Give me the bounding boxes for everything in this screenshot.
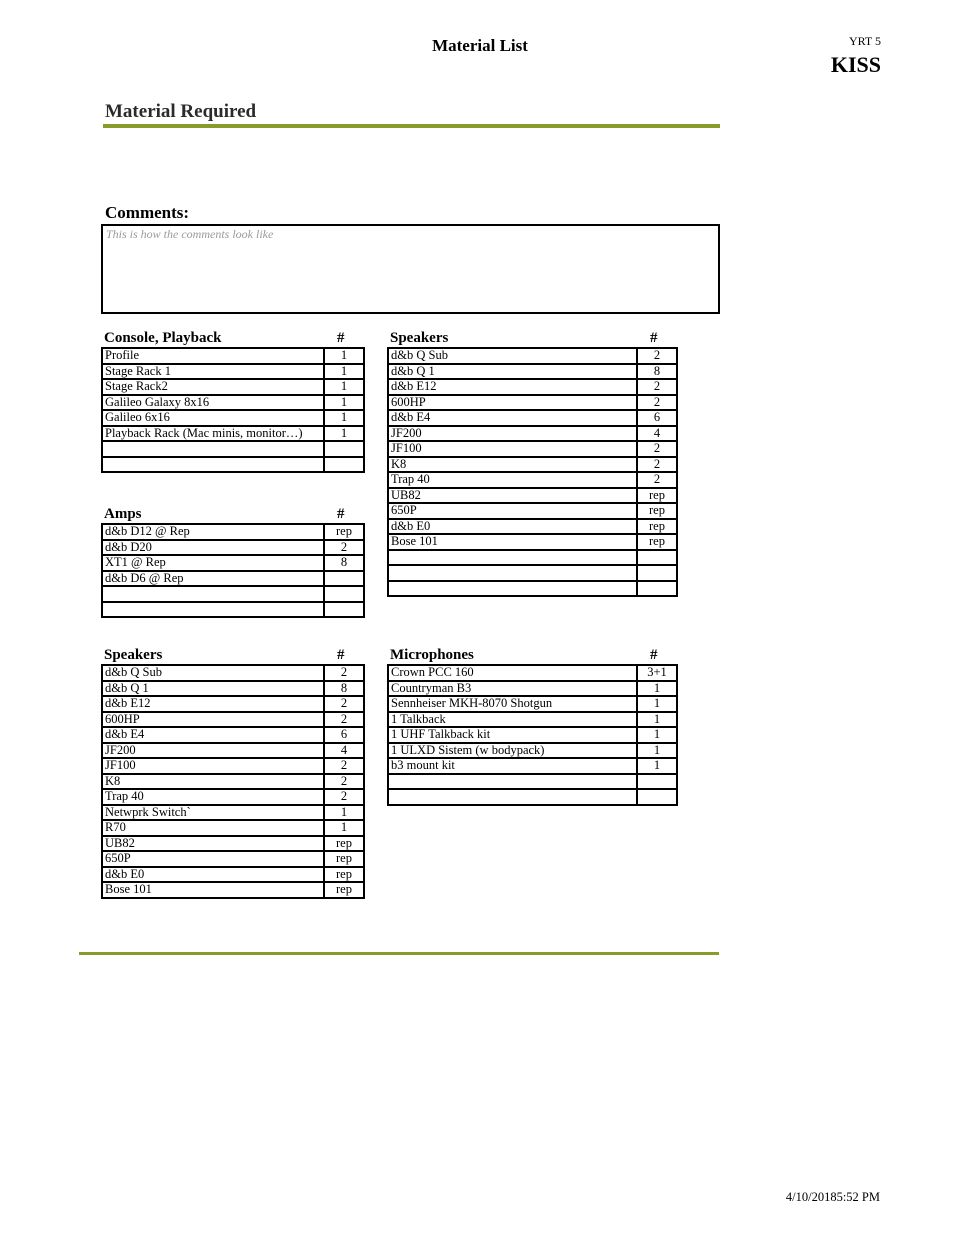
item-cell: Stage Rack2 bbox=[102, 379, 324, 395]
speakers-right-table bbox=[387, 330, 678, 597]
qty-cell: 1 bbox=[324, 820, 364, 836]
table-row bbox=[102, 789, 364, 805]
table-row bbox=[102, 602, 364, 618]
qty-cell: 1 bbox=[637, 743, 677, 759]
item-cell: 1 UHF Talkback kit bbox=[388, 727, 637, 743]
comments-label: Comments: bbox=[105, 203, 190, 222]
table-title: Microphones bbox=[390, 647, 474, 663]
table-row bbox=[102, 364, 364, 380]
qty-cell: 1 bbox=[637, 681, 677, 697]
item-cell: K8 bbox=[102, 774, 324, 790]
qty-cell: 2 bbox=[324, 696, 364, 712]
table-row bbox=[388, 581, 677, 597]
table-row bbox=[388, 441, 677, 457]
table-row bbox=[102, 348, 364, 364]
item-cell: d&b E12 bbox=[388, 379, 637, 395]
table-row bbox=[388, 519, 677, 535]
item-cell: d&b Q 1 bbox=[102, 681, 324, 697]
item-cell: 1 Talkback bbox=[388, 712, 637, 728]
footer-divider bbox=[79, 952, 719, 955]
show-name: KISS bbox=[830, 52, 881, 77]
item-cell bbox=[102, 457, 324, 473]
table-title: Speakers bbox=[104, 647, 163, 663]
qty-cell bbox=[324, 602, 364, 618]
table-row bbox=[102, 712, 364, 728]
table-row bbox=[102, 743, 364, 759]
table-row bbox=[388, 727, 677, 743]
item-cell: Countryman B3 bbox=[388, 681, 637, 697]
table-row bbox=[102, 696, 364, 712]
item-cell: d&b D6 @ Rep bbox=[102, 571, 324, 587]
comments-box[interactable] bbox=[101, 224, 720, 314]
item-cell: 650P bbox=[102, 851, 324, 867]
item-cell: Galileo Galaxy 8x16 bbox=[102, 395, 324, 411]
section-divider bbox=[103, 124, 720, 128]
item-cell: d&b Q Sub bbox=[388, 348, 637, 364]
qty-cell bbox=[637, 550, 677, 566]
table-row bbox=[102, 882, 364, 898]
qty-cell: 2 bbox=[324, 789, 364, 805]
table-row bbox=[388, 774, 677, 790]
qty-cell: 1 bbox=[637, 712, 677, 728]
qty-cell: 2 bbox=[637, 379, 677, 395]
qty-cell: rep bbox=[637, 503, 677, 519]
table-title: Amps bbox=[104, 506, 142, 522]
qty-cell bbox=[324, 441, 364, 457]
table-row bbox=[388, 550, 677, 566]
item-cell: Netwprk Switch` bbox=[102, 805, 324, 821]
table-row bbox=[102, 805, 364, 821]
item-cell: Bose 101 bbox=[388, 534, 637, 550]
qty-header: # bbox=[650, 330, 658, 346]
amps-table bbox=[101, 506, 365, 618]
qty-cell: rep bbox=[324, 867, 364, 883]
item-cell: Bose 101 bbox=[102, 882, 324, 898]
item-cell: JF100 bbox=[388, 441, 637, 457]
qty-cell: 1 bbox=[324, 395, 364, 411]
table-row bbox=[102, 395, 364, 411]
table-row bbox=[388, 410, 677, 426]
qty-cell bbox=[637, 565, 677, 581]
table-row bbox=[388, 681, 677, 697]
table-row bbox=[102, 410, 364, 426]
item-cell bbox=[388, 550, 637, 566]
item-cell: Playback Rack (Mac minis, monitor…) bbox=[102, 426, 324, 442]
qty-cell bbox=[324, 457, 364, 473]
item-cell bbox=[102, 441, 324, 457]
item-cell: UB82 bbox=[388, 488, 637, 504]
item-cell: XT1 @ Rep bbox=[102, 555, 324, 571]
qty-cell: rep bbox=[637, 488, 677, 504]
item-cell: d&b E0 bbox=[388, 519, 637, 535]
table-row bbox=[102, 524, 364, 540]
qty-cell: 1 bbox=[324, 348, 364, 364]
qty-cell: 2 bbox=[324, 540, 364, 556]
qty-cell: 2 bbox=[637, 348, 677, 364]
item-cell: Crown PCC 160 bbox=[388, 665, 637, 681]
comments-text: This is how the comments look like bbox=[106, 227, 274, 241]
table-row bbox=[388, 696, 677, 712]
table-row bbox=[388, 665, 677, 681]
table-row bbox=[102, 758, 364, 774]
table-row bbox=[102, 555, 364, 571]
item-cell bbox=[388, 581, 637, 597]
table-row bbox=[388, 789, 677, 805]
qty-cell: 1 bbox=[324, 805, 364, 821]
qty-cell: 6 bbox=[324, 727, 364, 743]
qty-cell: 4 bbox=[637, 426, 677, 442]
item-cell: Profile bbox=[102, 348, 324, 364]
item-cell: Trap 40 bbox=[388, 472, 637, 488]
qty-cell: 1 bbox=[324, 410, 364, 426]
table-row bbox=[102, 426, 364, 442]
item-cell: d&b E4 bbox=[102, 727, 324, 743]
item-cell: d&b D20 bbox=[102, 540, 324, 556]
table-row bbox=[388, 426, 677, 442]
item-cell: Sennheiser MKH-8070 Shotgun bbox=[388, 696, 637, 712]
qty-cell: 8 bbox=[637, 364, 677, 380]
item-cell: Stage Rack 1 bbox=[102, 364, 324, 380]
qty-cell: rep bbox=[637, 534, 677, 550]
table-row bbox=[388, 565, 677, 581]
footer-datetime: 4/10/20185:52 PM bbox=[785, 1190, 880, 1204]
table-row bbox=[102, 820, 364, 836]
item-cell bbox=[102, 602, 324, 618]
document-title: Material List bbox=[432, 36, 528, 55]
item-cell: JF200 bbox=[102, 743, 324, 759]
qty-cell: 1 bbox=[637, 696, 677, 712]
item-cell bbox=[388, 789, 637, 805]
qty-cell: 4 bbox=[324, 743, 364, 759]
qty-header: # bbox=[337, 647, 345, 663]
table-row bbox=[102, 665, 364, 681]
qty-cell: rep bbox=[324, 851, 364, 867]
table-row bbox=[102, 774, 364, 790]
item-cell: d&b E0 bbox=[102, 867, 324, 883]
show-code: YRT 5 bbox=[848, 34, 881, 48]
qty-cell: 2 bbox=[324, 712, 364, 728]
item-cell: R70 bbox=[102, 820, 324, 836]
qty-header: # bbox=[650, 647, 658, 663]
item-cell: UB82 bbox=[102, 836, 324, 852]
table-row bbox=[388, 364, 677, 380]
qty-cell: 2 bbox=[324, 758, 364, 774]
section-title: Material Required bbox=[105, 101, 257, 122]
item-cell: d&b Q Sub bbox=[102, 665, 324, 681]
table-row bbox=[388, 457, 677, 473]
table-row bbox=[388, 534, 677, 550]
item-cell: d&b E4 bbox=[388, 410, 637, 426]
table-title: Console, Playback bbox=[104, 330, 222, 346]
qty-cell: 1 bbox=[637, 727, 677, 743]
qty-cell: 1 bbox=[324, 364, 364, 380]
qty-cell: 1 bbox=[637, 758, 677, 774]
qty-header: # bbox=[337, 330, 345, 346]
table-row bbox=[388, 472, 677, 488]
item-cell: d&b D12 @ Rep bbox=[102, 524, 324, 540]
qty-cell: rep bbox=[637, 519, 677, 535]
console-playback-table bbox=[101, 330, 365, 473]
table-row bbox=[388, 488, 677, 504]
item-cell bbox=[102, 586, 324, 602]
qty-cell bbox=[637, 581, 677, 597]
qty-cell: 2 bbox=[637, 457, 677, 473]
qty-cell: 2 bbox=[637, 395, 677, 411]
qty-header: # bbox=[337, 506, 345, 522]
table-row bbox=[102, 571, 364, 587]
item-cell: 650P bbox=[388, 503, 637, 519]
table-row bbox=[102, 540, 364, 556]
qty-cell: 2 bbox=[637, 472, 677, 488]
qty-cell: rep bbox=[324, 836, 364, 852]
table-row bbox=[102, 457, 364, 473]
table-row bbox=[388, 348, 677, 364]
qty-cell: rep bbox=[324, 882, 364, 898]
qty-cell bbox=[324, 586, 364, 602]
item-cell bbox=[388, 565, 637, 581]
item-cell: b3 mount kit bbox=[388, 758, 637, 774]
table-row bbox=[102, 379, 364, 395]
table-row bbox=[388, 395, 677, 411]
item-cell: JF100 bbox=[102, 758, 324, 774]
qty-cell: 1 bbox=[324, 426, 364, 442]
table-row bbox=[102, 851, 364, 867]
microphones-table bbox=[387, 647, 678, 806]
qty-cell: 2 bbox=[324, 774, 364, 790]
item-cell: 600HP bbox=[388, 395, 637, 411]
item-cell: 1 ULXD Sistem (w bodypack) bbox=[388, 743, 637, 759]
table-row bbox=[102, 681, 364, 697]
qty-cell: 1 bbox=[324, 379, 364, 395]
table-row bbox=[102, 441, 364, 457]
item-cell: d&b Q 1 bbox=[388, 364, 637, 380]
qty-cell: 8 bbox=[324, 555, 364, 571]
qty-cell bbox=[324, 571, 364, 587]
qty-cell: 6 bbox=[637, 410, 677, 426]
qty-cell: 2 bbox=[324, 665, 364, 681]
qty-cell bbox=[637, 774, 677, 790]
speakers-left-table bbox=[101, 647, 365, 899]
item-cell: 600HP bbox=[102, 712, 324, 728]
table-row bbox=[102, 727, 364, 743]
qty-cell bbox=[637, 789, 677, 805]
item-cell bbox=[388, 774, 637, 790]
qty-cell: rep bbox=[324, 524, 364, 540]
item-cell: K8 bbox=[388, 457, 637, 473]
table-row bbox=[102, 867, 364, 883]
table-row bbox=[388, 712, 677, 728]
qty-cell: 8 bbox=[324, 681, 364, 697]
table-row bbox=[388, 743, 677, 759]
item-cell: Trap 40 bbox=[102, 789, 324, 805]
qty-cell: 3+1 bbox=[637, 665, 677, 681]
table-row bbox=[102, 586, 364, 602]
table-row bbox=[388, 503, 677, 519]
qty-cell: 2 bbox=[637, 441, 677, 457]
item-cell: Galileo 6x16 bbox=[102, 410, 324, 426]
table-row bbox=[102, 836, 364, 852]
table-row bbox=[388, 379, 677, 395]
item-cell: d&b E12 bbox=[102, 696, 324, 712]
table-row bbox=[388, 758, 677, 774]
item-cell: JF200 bbox=[388, 426, 637, 442]
table-title: Speakers bbox=[390, 330, 449, 346]
